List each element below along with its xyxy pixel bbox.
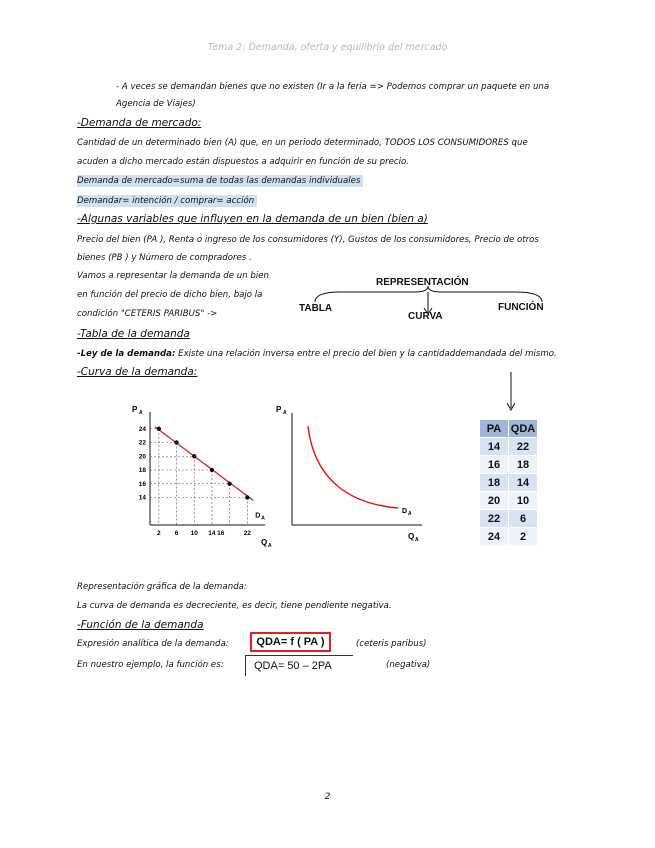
highlighted-line [77,195,257,207]
series-label: D [255,512,261,520]
text-line: Precio del bien (PA ), Renta o ingreso de los consumidores (Y), Gustos de los consumidores, Precio de otros [77,235,539,245]
text-line: condición "CETERIS PARIBUS" -> [77,309,218,319]
text-line: Representación gráfica de la demanda: [77,582,247,592]
text-line: Cantidad de un determinado bien (A) que, en un periodo determinado, TODOS LOS CONSUMIDORES que [77,138,528,148]
text-line: bienes (PB ) y Número de compradores . [77,253,252,263]
x-axis-label-sub: A [415,537,419,543]
x-tick-label: 10 [190,530,198,537]
y-axis-label-sub: A [139,410,143,416]
text-line: en función del precio de dicho bien, bajo la [77,290,263,300]
table-row [480,528,538,546]
y-axis-label: P [276,405,282,414]
cell: 2 [509,528,538,546]
section-heading: -Curva de la demanda: [77,366,198,378]
demand-line [155,427,253,501]
data-point [227,482,231,486]
y-tick-label: 20 [138,453,146,461]
highlight-text: Demandar= intención / comprar= acción [77,195,257,207]
data-point [210,468,214,472]
cell: 10 [509,492,538,510]
cell: 24 [480,528,509,546]
table-row [480,492,538,510]
highlighted-line [77,175,363,187]
y-tick-label: 14 [138,494,146,502]
series-label-sub: A [408,511,412,517]
representacion-title: REPRESENTACIÓN [376,277,469,288]
section-heading: -Algunas variables que influyen en la demanda de un bien (bien a) [77,213,428,225]
demand-curve [308,426,398,508]
header-pa: PA [480,420,509,438]
series-label: D [402,508,408,515]
page-number: 2 [324,792,331,802]
representacion-tabla: TABLA [299,303,333,314]
data-point [245,495,249,499]
x-tick-label: 6 [174,530,179,537]
ley-demanda-line [77,348,557,360]
x-axis-label-sub: A [268,543,272,548]
text-line: Vamos a representar la demanda de un bien [77,271,269,281]
cell: 6 [509,510,538,528]
table-row [480,474,538,492]
section-heading: -Tabla de la demanda [77,328,190,340]
text-line: En nuestro ejemplo, la función es: [77,660,224,670]
formula-example: QDA= 50 – 2PA [245,655,353,676]
text-line: - A veces se demandan bienes que no existen (Ir a la feria => Podemos comprar un paquete en una [116,82,550,92]
highlight-text: Demanda de mercado=suma de todas las demandas individuales [77,175,363,187]
representacion-funcion: FUNCIÓN [498,302,544,313]
demand-table [479,419,538,546]
table-row [480,438,538,456]
y-tick-label: 16 [138,480,146,488]
text-line: La curva de demanda es decreciente, es decir, tiene pendiente negativa. [77,601,392,611]
x-tick-label: 2 [157,530,161,537]
cell: 20 [480,492,509,510]
x-tick-label: 14 [208,530,216,537]
page-header: Tema 2: Demanda, oferta y equilibrio del mercado [207,42,448,53]
cell: 18 [480,474,509,492]
cell: 22 [509,438,538,456]
series-label-sub: A [261,515,265,522]
cell: 14 [509,474,538,492]
cell: 18 [509,456,538,474]
cell: 22 [480,510,509,528]
data-point [157,427,161,431]
y-axis-label-sub: A [283,410,287,416]
header-qda: QDA [509,420,538,438]
section-heading: -Demanda de mercado: [77,117,202,129]
y-axis-label: P [132,405,138,414]
data-point [174,440,178,444]
x-tick-label: 16 [217,530,225,537]
x-tick-label: 22 [243,530,251,537]
y-tick-label: 18 [138,467,146,474]
negativa-note: (negativa) [386,660,431,670]
cell: 14 [480,438,509,456]
x-axis-label: Q [408,532,415,541]
ley-label: -Ley de la demanda: [77,349,176,359]
table-row [480,456,538,474]
table-header-row [480,420,538,438]
section-heading: -Función de la demanda [77,619,204,631]
representacion-curva: CURVA [408,311,443,322]
cell: 16 [480,456,509,474]
arrow-down-icon [505,372,517,412]
ceteris-note: (ceteris paribus) [356,639,427,649]
formula-general: QDA= f ( PA ) [250,632,331,652]
text-line: acuden a dicho mercado están dispuestos a adquirir en función de su precio. [77,157,410,167]
demand-curve-chart [270,400,440,548]
x-axis-label: Q [261,538,268,547]
text-line: Agencia de Viajes) [116,99,196,109]
demand-scatter-chart [120,400,275,548]
data-point [192,454,196,458]
text-line: Expresión analítica de la demanda: [77,639,229,649]
y-tick-label: 22 [138,439,146,447]
y-tick-label: 24 [138,425,146,433]
table-row [480,510,538,528]
ley-text: Existe una relación inversa entre el precio del bien y la cantidaddemandada del mismo. [175,349,557,359]
